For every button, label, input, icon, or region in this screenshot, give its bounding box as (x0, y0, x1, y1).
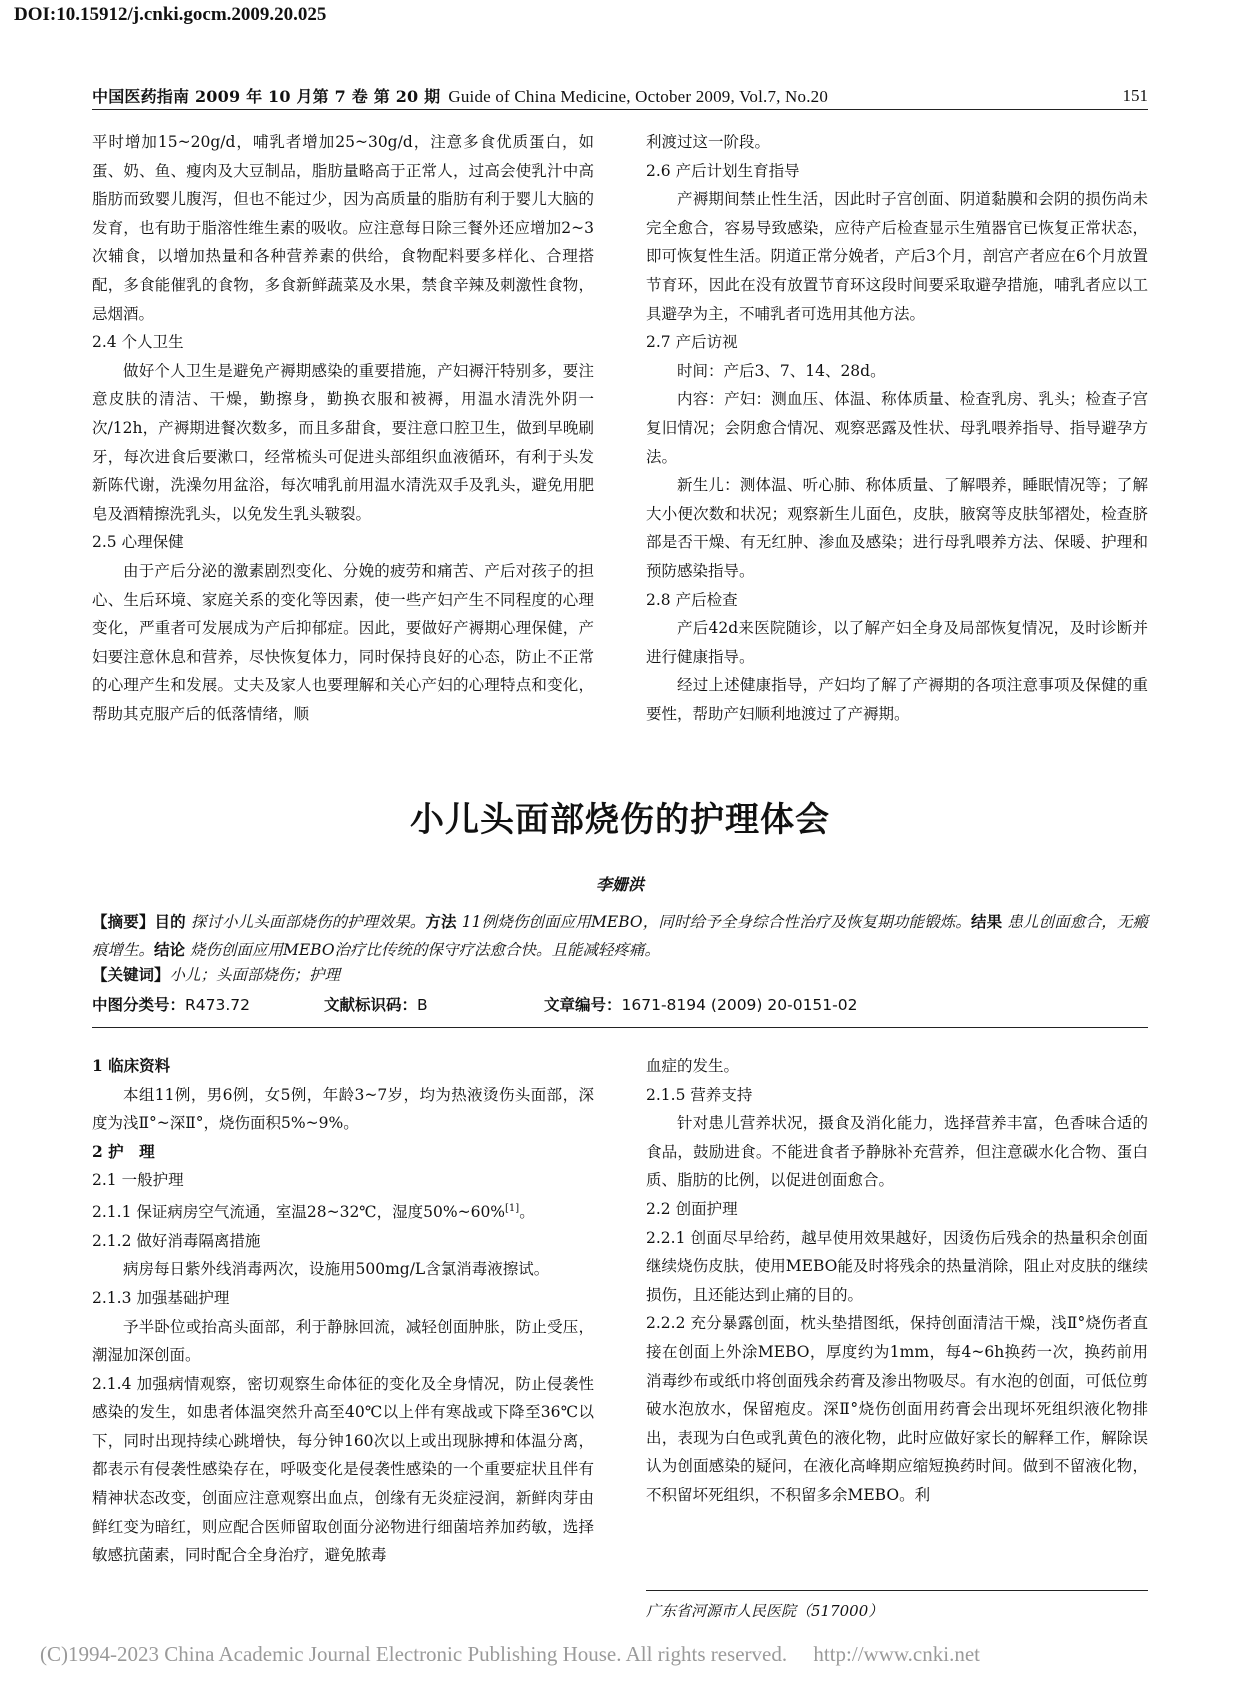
result-label: 结果 (971, 912, 1003, 931)
aim-text: 探讨小儿头面部烧伤的护理效果。 (190, 913, 426, 931)
article-author: 李姗洪 (595, 875, 644, 894)
aim-label: 目的 (154, 912, 186, 931)
section-heading: 2.1.2 做好消毒隔离措施 (92, 1231, 261, 1250)
article-no-value: 1671-8194 (2009) 20-0151-02 (621, 996, 858, 1014)
keywords-label: 【关键词】 (92, 965, 170, 984)
section-heading: 2.1.5 营养支持 (646, 1085, 753, 1104)
paragraph: 本组11例，男6例，女5例，年龄3~7岁，均为热液烫伤头面部，深度为浅Ⅱ°~深Ⅱ°，烧伤面积5%~9%。 (92, 1085, 594, 1133)
bottom-left-column (92, 1052, 594, 1570)
section-heading: 2.7 产后访视 (646, 333, 738, 352)
section-heading: 2.2 创面护理 (646, 1199, 738, 1218)
article-no-label: 文章编号： (544, 996, 622, 1014)
journal-name-en: Guide of China Medicine, October 2009, Vol.7, No.20 (448, 87, 829, 106)
doc-code-label: 文献标识码： (324, 996, 418, 1014)
paragraph: 由于产后分泌的激素剧烈变化、分娩的疲劳和痛苦、产后对孩子的担心、生后环境、家庭关系的变化等因素，使一些产妇产生不同程度的心理变化，严重者可发展成为产后抑郁症。因此，要做好产褥期心理保健，产妇要注意休息和营养，尽快恢复体力，同时保持良好的心态，防止不正常的心理产生和发展。丈夫及家人也要理解和关心产妇的心理特点和变化，帮助其克服产后的低落情绪，顺 (92, 561, 594, 723)
paragraph-text: 2.1.1 保证病房空气流通，室温28~32℃，湿度50%~60% (92, 1203, 506, 1222)
article-no-field (544, 993, 857, 1015)
doi-line: DOI:10.15912/j.cnki.gocm.2009.20.025 (14, 4, 327, 25)
section-heading: 1 临床资料 (92, 1056, 171, 1075)
paragraph: 2.2.2 充分暴露创面，枕头垫措图纸，保持创面清洁干燥，浅Ⅱ°烧伤者直接在创面上外涂MEBO，厚度约为1mm，每4~6h换药一次，换药前用消毒纱布或纸巾将创面残余药膏及渗出物吸尽。有水泡的创面，可低位剪破水泡放水，保留疱皮。深Ⅱ°烧伤创面用药膏会出现坏死组织液化物排出，表现为白色或乳黄色的液化物，此时应做好家长的解释工作，解除误认为创面感染的疑问，在液化高峰期应缩短换药时间。做到不留液化物，不积留坏死组织，不积留多余MEBO。利 (646, 1314, 1148, 1504)
paragraph: 利渡过这一阶段。 (646, 133, 771, 151)
page-number: 151 (1122, 86, 1148, 105)
paragraph: 针对患儿营养状况，摄食及消化能力，选择营养丰富，色香味合适的食品，鼓励进食。不能进食者予静脉补充营养，但注意碳水化合物、蛋白质、脂肪的比例，以促进创面愈合。 (646, 1114, 1148, 1190)
method-text: 11例烧伤创面应用MEBO，同时给予全身综合性治疗及恢复期功能锻炼。 (461, 913, 972, 931)
paragraph: 平时增加15~20g/d，哺乳者增加25~30g/d，注意多食优质蛋白，如蛋、奶、鱼、瘦肉及大豆制品，脂肪量略高于正常人，过高会使乳汁中高脂肪而致婴儿腹泻，但也不能过少，因为高质量的脂肪有利于婴儿大脑的发育，也有助于脂溶性维生素的吸收。应注意每日除三餐外还应增加2~3次辅食，以增加热量和各种营养素的供给，食物配料要多样化、合理搭配，多食能催乳的食物，多食新鲜蔬菜及水果，禁食辛辣及刺激性食物，忌烟酒。 (92, 133, 594, 323)
clc-label: 中图分类号： (92, 996, 186, 1014)
method-label: 方法 (425, 912, 457, 931)
affiliation-rule (646, 1590, 1148, 1591)
paragraph: 内容：产妇：测血压、体温、称体质量、检查乳房、乳头；检查子宫复旧情况；会阴愈合情况、观察恶露及性状、母乳喂养指导、指导避孕方法。 (646, 390, 1148, 466)
top-right-column (646, 128, 1148, 728)
abstract (92, 908, 1148, 964)
copyright-footer: (C)1994-2023 China Academic Journal Electronic Publishing House. All rights reserved. http://www.cnki.net (40, 1642, 980, 1666)
clc-value: R473.72 (185, 996, 251, 1014)
paragraph (92, 1195, 594, 1227)
doc-code-field (324, 993, 428, 1015)
paragraph: 产褥期间禁止性生活，因此时子宫创面、阴道黏膜和会阴的损伤尚未完全愈合，容易导致感染，应待产后检查显示生殖器官已恢复正常状态，即可恢复性生活。阴道正常分娩者，产后3个月，剖宫产者应在6个月放置节育环，因此在没有放置节育环这段时间要采取避孕措施，哺乳者应以工具避孕为主，不哺乳者可选用其他方法。 (646, 190, 1148, 323)
paragraph: 做好个人卫生是避免产褥期感染的重要措施，产妇褥汗特别多，要注意皮肤的清洁、干燥，勤擦身，勤换衣服和被褥，用温水清洗外阴一次/12h，产褥期进餐次数多，而且多甜食，要注意口腔卫生，做到早晚刷牙，每次进食后要漱口，经常梳头可促进头部组织血液循环，有利于头发新陈代谢，洗澡勿用盆浴，每次哺乳前用温水清洗双手及乳头，避免用肥皂及酒精擦洗乳头，以免发生乳头皲裂。 (92, 361, 594, 523)
keywords (92, 963, 1148, 985)
conclusion-text: 烧伤创面应用MEBO治疗比传统的保守疗法愈合快。且能减轻疼痛。 (189, 941, 661, 959)
paragraph: 经过上述健康指导，产妇均了解了产褥期的各项注意事项及保健的重要性，帮助产妇顺利地渡过了产褥期。 (646, 676, 1148, 723)
paragraph: 予半卧位或抬高头面部，利于静脉回流，减轻创面肿胀，防止受压，潮湿加深创面。 (92, 1317, 594, 1365)
section-heading: 2.4 个人卫生 (92, 333, 184, 352)
top-left-column (92, 128, 594, 728)
section-heading: 2.6 产后计划生育指导 (646, 161, 800, 180)
paragraph: 时间：产后3、7、14、28d。 (677, 361, 886, 380)
paragraph: 2.1.4 加强病情观察，密切观察生命体征的变化及全身情况，防止侵袭性感染的发生，如患者体温突然升高至40℃以上伴有寒战或下降至36℃以下，同时出现持续心跳增快，每分钟160次以上或出现脉搏和体温分离，都表示有侵袭性感染存在，呼吸变化是侵袭性感染的一个重要症状且伴有精神状态改变，创面应注意观察出血点，创缘有无炎症浸润，新鲜肉芽由鲜红变为暗红，则应配合医师留取创面分泌物进行细菌培养加药敏，选择敏感抗菌素，同时配合全身治疗，避免脓毒 (92, 1374, 594, 1565)
paragraph: 2.2.1 创面尽早给药，越早使用效果越好，因烫伤后残余的热量积余创面继续烧伤皮肤，使用MEBO能及时将残余的热量消除，阻止对皮肤的继续损伤，且还能达到止痛的目的。 (646, 1228, 1148, 1304)
section-heading: 2.1 一般护理 (92, 1171, 184, 1190)
bottom-right-column (646, 1052, 1148, 1510)
author-affiliation: 广东省河源市人民医院（517000） (646, 1602, 884, 1620)
keywords-text: 小儿；头面部烧伤；护理 (169, 966, 341, 984)
conclusion-label: 结论 (154, 940, 186, 959)
abstract-rule (92, 1027, 1148, 1028)
section-heading: 2 护 理 (92, 1141, 155, 1161)
article-title: 小儿头面部烧伤的护理体会 (410, 800, 830, 840)
clc-field (92, 993, 250, 1015)
doc-code-value: B (417, 996, 428, 1014)
header-rule (92, 109, 1148, 110)
section-heading: 2.5 心理保健 (92, 533, 184, 552)
paragraph: 病房每日紫外线消毒两次，设施用500mg/L含氯消毒液擦试。 (123, 1260, 550, 1279)
citation-ref: [1] (505, 1202, 520, 1214)
paragraph: 新生儿：测体温、听心肺、称体质量、了解喂养，睡眠情况等；了解大小便次数和状况；观察新生儿面色，皮肤，腋窝等皮肤邹褶处，检查脐部是否干燥、有无红肿、渗血及感染；进行母乳喂养方法、保暖、护理和预防感染指导。 (646, 476, 1148, 580)
running-header (92, 84, 828, 107)
section-heading: 2.1.3 加强基础护理 (92, 1288, 230, 1307)
paragraph: 血症的发生。 (646, 1057, 740, 1075)
section-heading: 2.8 产后检查 (646, 590, 738, 609)
result-text: 患儿创面愈合，无瘢痕增生。 (92, 913, 1148, 959)
paragraph: 产后42d来医院随诊，以了解产妇全身及局部恢复情况，及时诊断并进行健康指导。 (646, 619, 1148, 666)
journal-name-cn: 中国医药指南 2009 年 10 月第 7 卷 第 20 期 (92, 87, 441, 106)
paragraph-end: 。 (519, 1203, 535, 1222)
abstract-label: 【摘要】 (92, 912, 155, 931)
